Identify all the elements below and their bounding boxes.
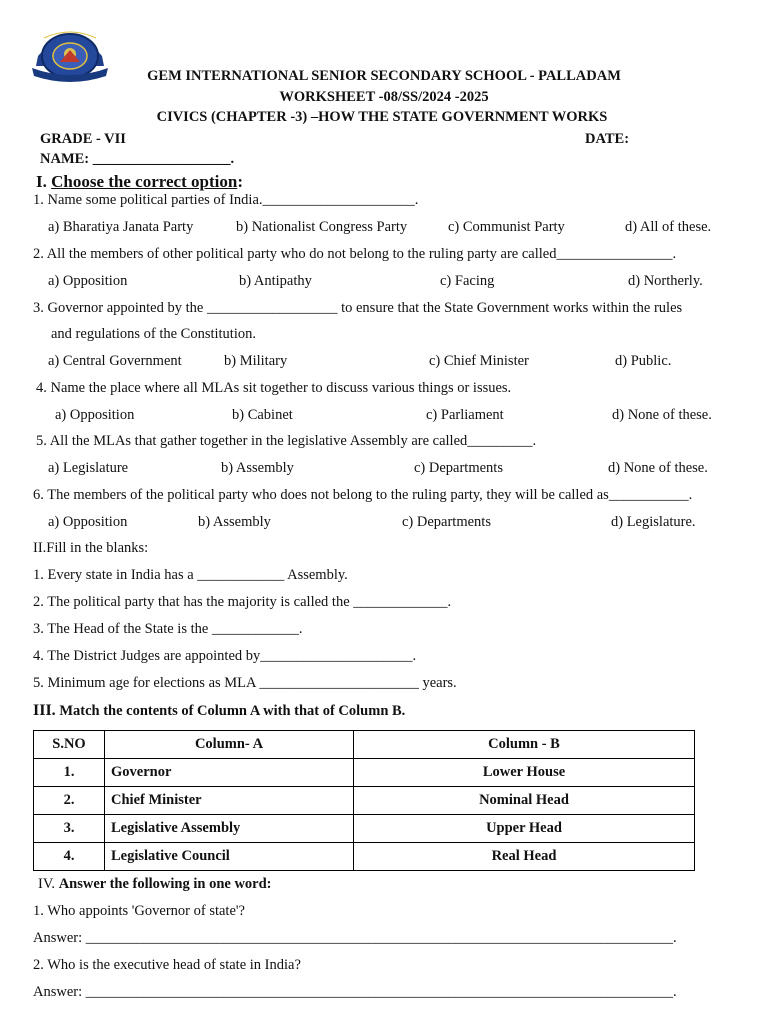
question-3-continued: and regulations of the Constitution. <box>51 326 256 342</box>
table-row <box>34 759 695 787</box>
answer-question-1: 1. Who appoints 'Governor of state'? <box>33 903 245 919</box>
table-row <box>34 787 695 815</box>
q6-option-a: a) Opposition <box>48 514 128 530</box>
header-column-b: Column - B <box>354 731 695 759</box>
q1-option-c: c) Communist Party <box>448 219 565 235</box>
section-4-heading <box>38 876 272 893</box>
fill-blank-1: 1. Every state in India has a ____________ Assembly. <box>33 567 348 583</box>
row-sno: 3. <box>34 815 105 843</box>
q3-option-d: d) Public. <box>615 353 672 369</box>
question-1: 1. Name some political parties of India._____________________. <box>33 192 419 208</box>
q1-option-b: b) Nationalist Congress Party <box>236 219 408 235</box>
section-1-title: Choose the correct option <box>51 172 238 191</box>
section-3-title: Match the contents of Column A with that of Column B. <box>59 703 406 719</box>
row-column-a: Legislative Council <box>105 843 354 871</box>
row-sno: 1. <box>34 759 105 787</box>
row-column-b: Real Head <box>354 843 695 871</box>
q1-option-a: a) Bharatiya Janata Party <box>48 219 194 235</box>
row-column-b: Lower House <box>354 759 695 787</box>
question-4: 4. Name the place where all MLAs sit together to discuss various things or issues. <box>36 380 512 396</box>
question-3: 3. Governor appointed by the __________________ to ensure that the State Government works within the rules <box>33 300 683 316</box>
q6-option-c: c) Departments <box>402 514 491 530</box>
q5-option-d: d) None of these. <box>608 460 708 476</box>
q3-option-a: a) Central Government <box>48 353 182 369</box>
q2-option-a: a) Opposition <box>48 273 128 289</box>
answer-line-2: Answer: _________________________________________________________________________________. <box>33 984 677 1000</box>
fill-blank-3: 3. The Head of the State is the ____________. <box>33 621 303 637</box>
q2-option-c: c) Facing <box>440 273 495 289</box>
row-column-a: Chief Minister <box>105 787 354 815</box>
table-row <box>34 815 695 843</box>
q5-option-b: b) Assembly <box>221 460 294 476</box>
section-4-title: Answer the following in one word: <box>58 876 272 892</box>
section-3-number: III. <box>33 702 56 719</box>
question-6: 6. The members of the political party who does not belong to the ruling party, they will be called as___________. <box>33 487 693 503</box>
q2-option-b: b) Antipathy <box>239 273 312 289</box>
answer-line-1: Answer: _________________________________________________________________________________. <box>33 930 677 946</box>
q4-option-c: c) Parliament <box>426 407 504 423</box>
section-1-number: I. <box>36 172 47 191</box>
row-column-a: Governor <box>105 759 354 787</box>
q3-option-b: b) Military <box>224 353 288 369</box>
date-label: DATE: <box>585 131 630 147</box>
section-1-colon: : <box>237 172 243 191</box>
q3-option-c: c) Chief Minister <box>429 353 529 369</box>
match-table <box>33 730 695 871</box>
q6-option-b: b) Assembly <box>198 514 271 530</box>
section-3-heading <box>33 702 405 720</box>
question-5: 5. All the MLAs that gather together in the legislative Assembly are called_________. <box>36 433 537 449</box>
q4-option-b: b) Cabinet <box>232 407 293 423</box>
fill-blank-4: 4. The District Judges are appointed by_____________________. <box>33 648 417 664</box>
fill-blank-2: 2. The political party that has the majority is called the _____________. <box>33 594 452 610</box>
name-field: NAME: ___________________. <box>40 151 235 167</box>
section-4-number: IV. <box>38 876 56 892</box>
row-sno: 2. <box>34 787 105 815</box>
q1-option-d: d) All of these. <box>625 219 712 235</box>
q2-option-d: d) Northerly. <box>628 273 703 289</box>
section-2-heading: II.Fill in the blanks: <box>33 540 149 556</box>
worksheet-number: WORKSHEET -08/SS/2024 -2025 <box>279 89 489 105</box>
header-column-a: Column- A <box>105 731 354 759</box>
header-sno: S.NO <box>34 731 105 759</box>
q4-option-a: a) Opposition <box>55 407 135 423</box>
row-column-b: Nominal Head <box>354 787 695 815</box>
grade-label: GRADE - VII <box>40 131 126 147</box>
question-2: 2. All the members of other political party who do not belong to the ruling party are called________________. <box>33 246 677 262</box>
section-1-heading <box>36 172 243 192</box>
q4-option-d: d) None of these. <box>612 407 712 423</box>
row-column-b: Upper Head <box>354 815 695 843</box>
q6-option-d: d) Legislature. <box>611 514 696 530</box>
table-row <box>34 843 695 871</box>
chapter-title: CIVICS (CHAPTER -3) –HOW THE STATE GOVERNMENT WORKS <box>156 109 608 125</box>
q5-option-c: c) Departments <box>414 460 503 476</box>
q5-option-a: a) Legislature <box>48 460 129 476</box>
match-table-header <box>34 731 695 759</box>
row-sno: 4. <box>34 843 105 871</box>
school-name: GEM INTERNATIONAL SENIOR SECONDARY SCHOOL - PALLADAM <box>147 68 621 84</box>
fill-blank-5: 5. Minimum age for elections as MLA ______________________ years. <box>33 675 457 691</box>
answer-question-2: 2. Who is the executive head of state in India? <box>33 957 301 973</box>
row-column-a: Legislative Assembly <box>105 815 354 843</box>
